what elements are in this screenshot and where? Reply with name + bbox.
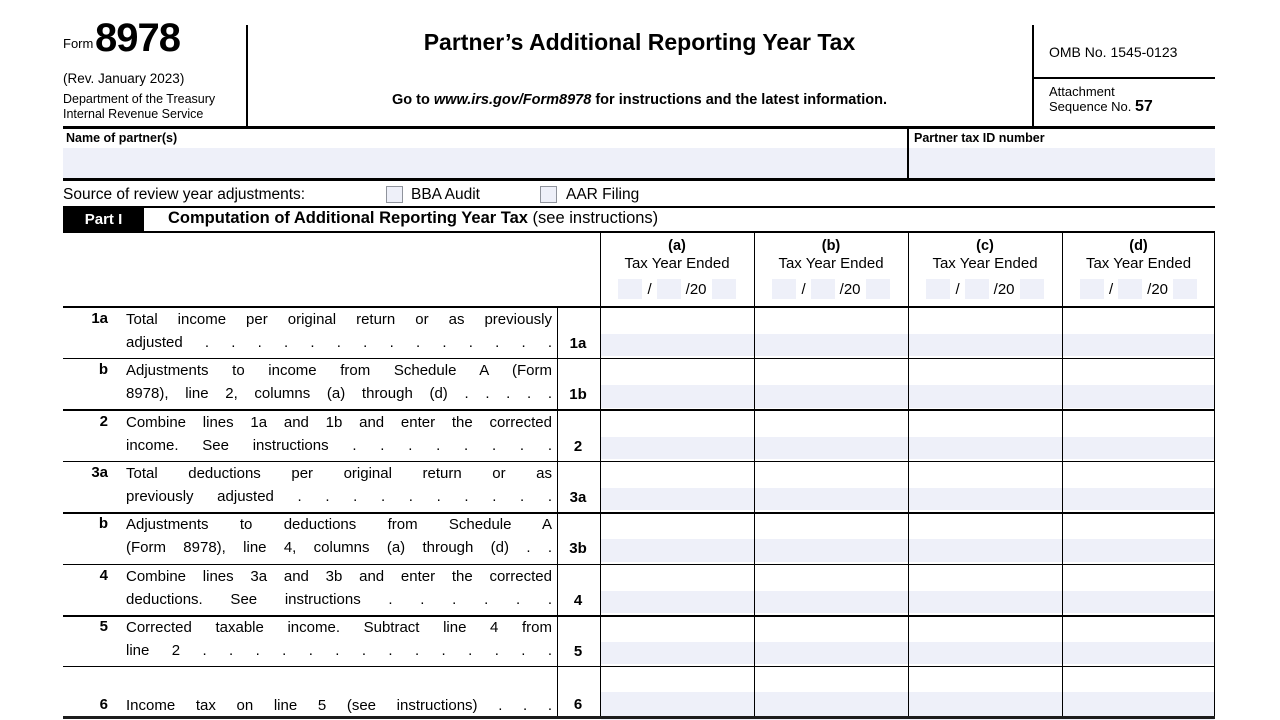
name-row-bottom-rule (63, 178, 1215, 181)
row-label-line2: (Form 8978), line 4, columns (a) through (d) . . (126, 539, 552, 556)
column-d-left-rule (1062, 233, 1064, 716)
date-day-box-a[interactable] (657, 279, 681, 299)
date-sep2-b: /20 (839, 280, 861, 298)
amount-cell-1a-a[interactable] (601, 334, 754, 356)
row-rule (63, 512, 1215, 514)
name-of-partners-label: Name of partner(s) (66, 131, 178, 145)
column-label-a: Tax Year Ended (624, 255, 730, 272)
date-sep2-d: /20 (1147, 280, 1169, 298)
date-entry-d (1062, 279, 1215, 299)
date-sep1-a: / (647, 280, 652, 298)
line-number: 1b (569, 386, 587, 403)
column-label-c: Tax Year Ended (932, 255, 1038, 272)
aar-filing-checkbox[interactable] (540, 186, 557, 203)
table-right-rule (1214, 233, 1216, 716)
row-label-line2: income. See instructions . . . . . . . . (126, 437, 552, 454)
row-label-line1: Total deductions per original return or as (126, 465, 552, 482)
sequence-number: 57 (1135, 98, 1153, 115)
row-label-line2: 8978), line 2, columns (a) through (d) . . . . . (126, 385, 552, 402)
item-number: 4 (99, 567, 108, 584)
table-row-2 (0, 410, 1280, 460)
bba-audit-label: BBA Audit (411, 186, 480, 203)
date-year-box-c[interactable] (1020, 279, 1044, 299)
amount-cell-2-c[interactable] (909, 437, 1062, 459)
agency-line-2: Internal Revenue Service (63, 107, 204, 121)
header-bottom-rule (63, 126, 1215, 129)
date-sep2-c: /20 (993, 280, 1015, 298)
partner-tin-input[interactable] (909, 148, 1215, 178)
item-number: b (98, 515, 108, 532)
date-year-box-b[interactable] (866, 279, 890, 299)
row-rule (63, 666, 1215, 668)
amount-cell-1b-d[interactable] (1063, 385, 1214, 408)
form-url[interactable]: www.irs.gov/Form8978 (433, 92, 592, 108)
date-year-box-a[interactable] (712, 279, 736, 299)
amount-cell-1b-a[interactable] (601, 385, 754, 408)
amount-cell-3a-d[interactable] (1063, 488, 1214, 510)
row-label-line1: Adjustments to income from Schedule A (Form (126, 362, 552, 379)
partner-tin-label: Partner tax ID number (914, 131, 1045, 145)
table-row-4 (0, 564, 1280, 614)
line-number-column-left-rule (557, 307, 559, 716)
amount-cell-3b-b[interactable] (755, 539, 908, 562)
date-entry-a (600, 279, 754, 299)
amount-cell-2-a[interactable] (601, 437, 754, 459)
column-label-d: Tax Year Ended (1085, 255, 1192, 272)
amount-cell-3b-a[interactable] (601, 539, 754, 562)
part1-top-rule (63, 206, 1215, 208)
amount-cell-1b-b[interactable] (755, 385, 908, 408)
form-revision: (Rev. January 2023) (63, 71, 185, 86)
amount-cell-5-c[interactable] (909, 642, 1062, 664)
part-1-heading (168, 209, 658, 228)
date-month-box-c[interactable] (926, 279, 950, 299)
amount-cell-1a-c[interactable] (909, 334, 1062, 356)
amount-cell-3a-c[interactable] (909, 488, 1062, 510)
item-number: b (98, 361, 108, 378)
column-header-d (1062, 233, 1215, 305)
form-title: Partner’s Additional Reporting Year Tax (423, 29, 856, 55)
form-word: Form (63, 36, 94, 51)
amount-cell-6-b[interactable] (755, 692, 908, 716)
date-entry-c (908, 279, 1062, 299)
column-header-c (908, 233, 1062, 305)
row-label-line1: Combine lines 1a and 1b and enter the corrected (126, 414, 552, 431)
amount-cell-6-c[interactable] (909, 692, 1062, 716)
amount-cell-4-a[interactable] (601, 591, 754, 613)
omb-number: OMB No. 1545-0123 (1049, 44, 1178, 60)
table-row-5 (0, 615, 1280, 665)
date-day-box-c[interactable] (965, 279, 989, 299)
amount-cell-6-a[interactable] (601, 692, 754, 716)
date-sep1-b: / (801, 280, 806, 298)
row-label-line2: adjusted . . . . . . . . . . . . . . (126, 334, 552, 351)
amount-cell-4-b[interactable] (755, 591, 908, 613)
amount-cell-1b-c[interactable] (909, 385, 1062, 408)
amount-cell-5-b[interactable] (755, 642, 908, 664)
goto-prefix: Go to (392, 92, 434, 108)
table-row-6 (0, 666, 1280, 717)
line-number: 3b (569, 540, 587, 557)
name-of-partners-input[interactable] (63, 148, 907, 178)
amount-cell-3a-a[interactable] (601, 488, 754, 510)
amount-cell-1a-b[interactable] (755, 334, 908, 356)
item-number: 5 (99, 618, 108, 635)
line-number: 5 (573, 643, 583, 660)
table-row-1b (0, 358, 1280, 409)
amount-cell-4-c[interactable] (909, 591, 1062, 613)
column-header-a (600, 233, 754, 305)
amount-cell-1a-d[interactable] (1063, 334, 1214, 356)
row-rule (63, 306, 1215, 308)
row-label-line2: deductions. See instructions . . . . . . (126, 591, 552, 608)
amount-cell-2-b[interactable] (755, 437, 908, 459)
amount-cell-3a-b[interactable] (755, 488, 908, 510)
bba-audit-checkbox[interactable] (386, 186, 403, 203)
line-number: 4 (573, 592, 583, 609)
amount-cell-3b-d[interactable] (1063, 539, 1214, 562)
line-number: 3a (569, 489, 587, 506)
aar-filing-label: AAR Filing (566, 186, 640, 203)
date-month-box-b[interactable] (772, 279, 796, 299)
date-day-box-d[interactable] (1118, 279, 1142, 299)
part-1-heading-text: Computation of Additional Reporting Year Tax (168, 209, 528, 227)
row-label-line2: Income tax on line 5 (see instructions) . . . (126, 697, 552, 714)
date-year-box-d[interactable] (1173, 279, 1197, 299)
row-label-line1: Corrected taxable income. Subtract line 4 from (126, 619, 552, 636)
column-a-left-rule (600, 233, 602, 716)
goto-suffix: for instructions and the latest information. (591, 92, 887, 108)
part-1-badge: Part I (63, 208, 144, 231)
column-header-b (754, 233, 908, 305)
line-number: 1a (569, 335, 587, 352)
date-sep2-a: /20 (685, 280, 707, 298)
line-number: 6 (573, 696, 583, 713)
row-label-line1: Combine lines 3a and 3b and enter the corrected (126, 568, 552, 585)
row-rule (63, 358, 1215, 360)
column-b-left-rule (754, 233, 756, 716)
source-of-adjustments-label: Source of review year adjustments: (63, 186, 306, 203)
sequence-label: Sequence No. (1049, 99, 1136, 114)
amount-cell-4-d[interactable] (1063, 591, 1214, 613)
date-month-box-d[interactable] (1080, 279, 1104, 299)
omb-divider (1032, 77, 1215, 79)
amount-cell-3b-c[interactable] (909, 539, 1062, 562)
table-row-1a (0, 307, 1280, 357)
table-row-3b (0, 512, 1280, 563)
item-number: 2 (99, 413, 108, 430)
column-c-left-rule (908, 233, 910, 716)
column-letter-b: (b) (821, 238, 841, 254)
form-number: 8978 (95, 16, 180, 60)
column-label-b: Tax Year Ended (778, 255, 884, 272)
row-label-line1: Total income per original return or as previously (126, 311, 552, 328)
amount-cell-6-d[interactable] (1063, 692, 1214, 716)
row-label-line2: previously adjusted . . . . . . . . . . (126, 488, 552, 505)
line-number: 2 (573, 438, 583, 455)
row-rule (63, 409, 1215, 411)
row-label-line2: line 2 . . . . . . . . . . . . . . (126, 642, 552, 659)
row-label-line1: Adjustments to deductions from Schedule A (126, 516, 552, 533)
row-rule (63, 615, 1215, 617)
item-number: 1a (91, 310, 108, 327)
column-letter-c: (c) (976, 238, 994, 254)
instructions-line (247, 92, 1032, 108)
date-sep1-c: / (955, 280, 960, 298)
attachment-line-2 (1049, 99, 1153, 114)
item-number: 6 (99, 696, 108, 713)
table-row-3a (0, 461, 1280, 511)
row-rule (63, 564, 1215, 566)
column-letter-d: (d) (1129, 238, 1148, 254)
item-number: 3a (91, 464, 108, 481)
date-entry-b (754, 279, 908, 299)
date-month-box-a[interactable] (618, 279, 642, 299)
agency-line-1: Department of the Treasury (63, 92, 216, 106)
date-day-box-b[interactable] (811, 279, 835, 299)
amount-cell-5-d[interactable] (1063, 642, 1214, 664)
column-letter-a: (a) (668, 238, 686, 254)
amount-cell-2-d[interactable] (1063, 437, 1214, 459)
header-divider-right (1032, 25, 1034, 126)
amount-cell-5-a[interactable] (601, 642, 754, 664)
row-rule (63, 461, 1215, 463)
part-1-heading-note: (see instructions) (527, 209, 659, 227)
attachment-line-1: Attachment (1049, 84, 1115, 99)
date-sep1-d: / (1108, 280, 1114, 298)
